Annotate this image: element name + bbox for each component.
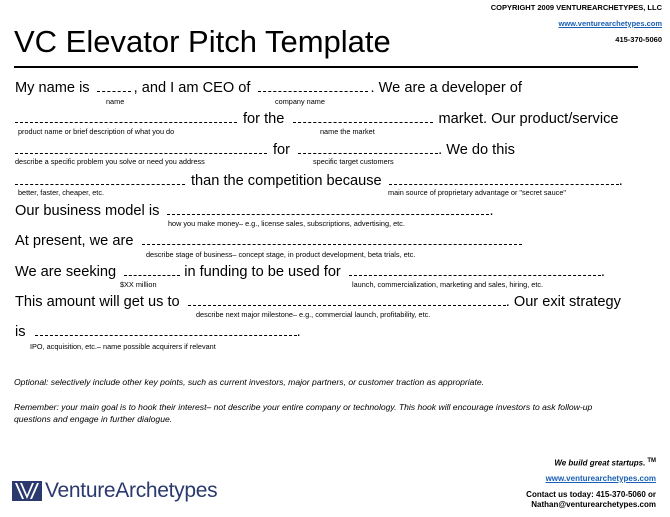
- line-text: .: [600, 264, 605, 280]
- caption-milestone: describe next major milestone– e.g., commercial launch, profitability, etc.: [196, 310, 431, 319]
- line-text: .: [618, 173, 623, 189]
- pitch-line-6: [15, 233, 522, 250]
- header-website-link[interactable]: www.venturearchetypes.com: [558, 19, 662, 28]
- pitch-line-9: [15, 324, 301, 341]
- remember-note: Remember: your main goal is to hook their interest– not describe your entire company or technology. This hook will encourage investors to ask follow-up questions and engage in further dialogue.: [14, 402, 593, 424]
- line-text: , and I am CEO of: [133, 80, 251, 96]
- stage-blank[interactable]: [142, 233, 522, 245]
- exit-strategy-blank[interactable]: [35, 324, 297, 336]
- company-name-blank[interactable]: [258, 80, 368, 92]
- line-text: than the competition because: [191, 173, 382, 189]
- caption-stage: describe stage of business– concept stage, in product development, beta trials, etc.: [146, 250, 416, 259]
- line-text: . We do this: [438, 142, 515, 158]
- business-model-blank[interactable]: [167, 203, 489, 215]
- pitch-line-2: [15, 111, 619, 128]
- caption-product: product name or brief description of what you do: [18, 127, 175, 136]
- title-rule: [14, 66, 638, 68]
- funding-amount-blank[interactable]: [124, 264, 180, 276]
- footer-email-link[interactable]: Nathan@venturearchetypes.com: [531, 500, 656, 509]
- header-phone: 415-370-5060: [615, 35, 662, 44]
- customers-blank[interactable]: [298, 142, 438, 154]
- caption-ipo: IPO, acquisition, etc.– name possible acquirers if relevant: [30, 342, 216, 351]
- footer-website-link[interactable]: www.venturearchetypes.com: [545, 474, 656, 483]
- line-text: . We are a developer of: [370, 80, 522, 96]
- line-text: is: [15, 324, 26, 340]
- caption-company-name: company name: [275, 97, 325, 106]
- line-text: My name is: [15, 80, 90, 96]
- line-text: This amount will get us to: [15, 294, 180, 310]
- line-text: in funding to be used for: [184, 264, 341, 280]
- advantage-blank[interactable]: [389, 173, 619, 185]
- line-text: At present, we are: [15, 233, 134, 249]
- caption-customers: specific target customers: [313, 157, 394, 166]
- pitch-line-1: [15, 80, 522, 97]
- caption-problem: describe a specific problem you solve or need you address: [15, 157, 205, 166]
- pitch-line-7: [15, 264, 605, 281]
- footer-tagline: [554, 458, 656, 468]
- use-of-funds-blank[interactable]: [349, 264, 601, 276]
- line-text: . Our exit strategy: [505, 294, 621, 310]
- market-blank[interactable]: [293, 111, 433, 123]
- trademark-mark: TM: [647, 458, 656, 464]
- footer-contact: Contact us today: 415-370-5060 or: [526, 490, 656, 499]
- product-blank[interactable]: [15, 111, 237, 123]
- tagline-text: We build great startups.: [554, 458, 646, 468]
- line-text: for: [273, 142, 291, 158]
- line-text: .: [489, 203, 494, 219]
- pitch-line-8: [15, 294, 621, 311]
- caption-use: launch, commercialization, marketing and sales, hiring, etc.: [352, 280, 544, 289]
- copyright-notice: COPYRIGHT 2009 VENTUREARCHETYPES, LLC: [490, 3, 662, 12]
- caption-better: better, faster, cheaper, etc.: [18, 188, 104, 197]
- better-blank[interactable]: [15, 173, 185, 185]
- milestone-blank[interactable]: [188, 294, 506, 306]
- logo-mark-icon: [12, 481, 42, 501]
- name-blank[interactable]: [97, 80, 131, 92]
- optional-note: Optional: selectively include other key points, such as current investors, major partners, or customer traction as appropriate.: [14, 377, 485, 387]
- caption-money: how you make money– e.g., license sales, subscriptions, advertising, etc.: [168, 219, 405, 228]
- caption-name: name: [106, 97, 125, 106]
- problem-blank[interactable]: [15, 142, 267, 154]
- pitch-line-5: [15, 203, 494, 220]
- logo-text: VentureArchetypes: [45, 479, 218, 502]
- line-text: market. Our product/service: [438, 111, 619, 127]
- line-text: .: [296, 324, 301, 340]
- caption-million: $XX million: [120, 280, 157, 289]
- caption-market: name the market: [320, 127, 375, 136]
- line-text: We are seeking: [15, 264, 117, 280]
- line-text: Our business model is: [15, 203, 160, 219]
- caption-advantage: main source of proprietary advantage or "secret sauce": [388, 188, 566, 197]
- page-title: VC Elevator Pitch Template: [14, 24, 391, 59]
- line-text: for the: [243, 111, 285, 127]
